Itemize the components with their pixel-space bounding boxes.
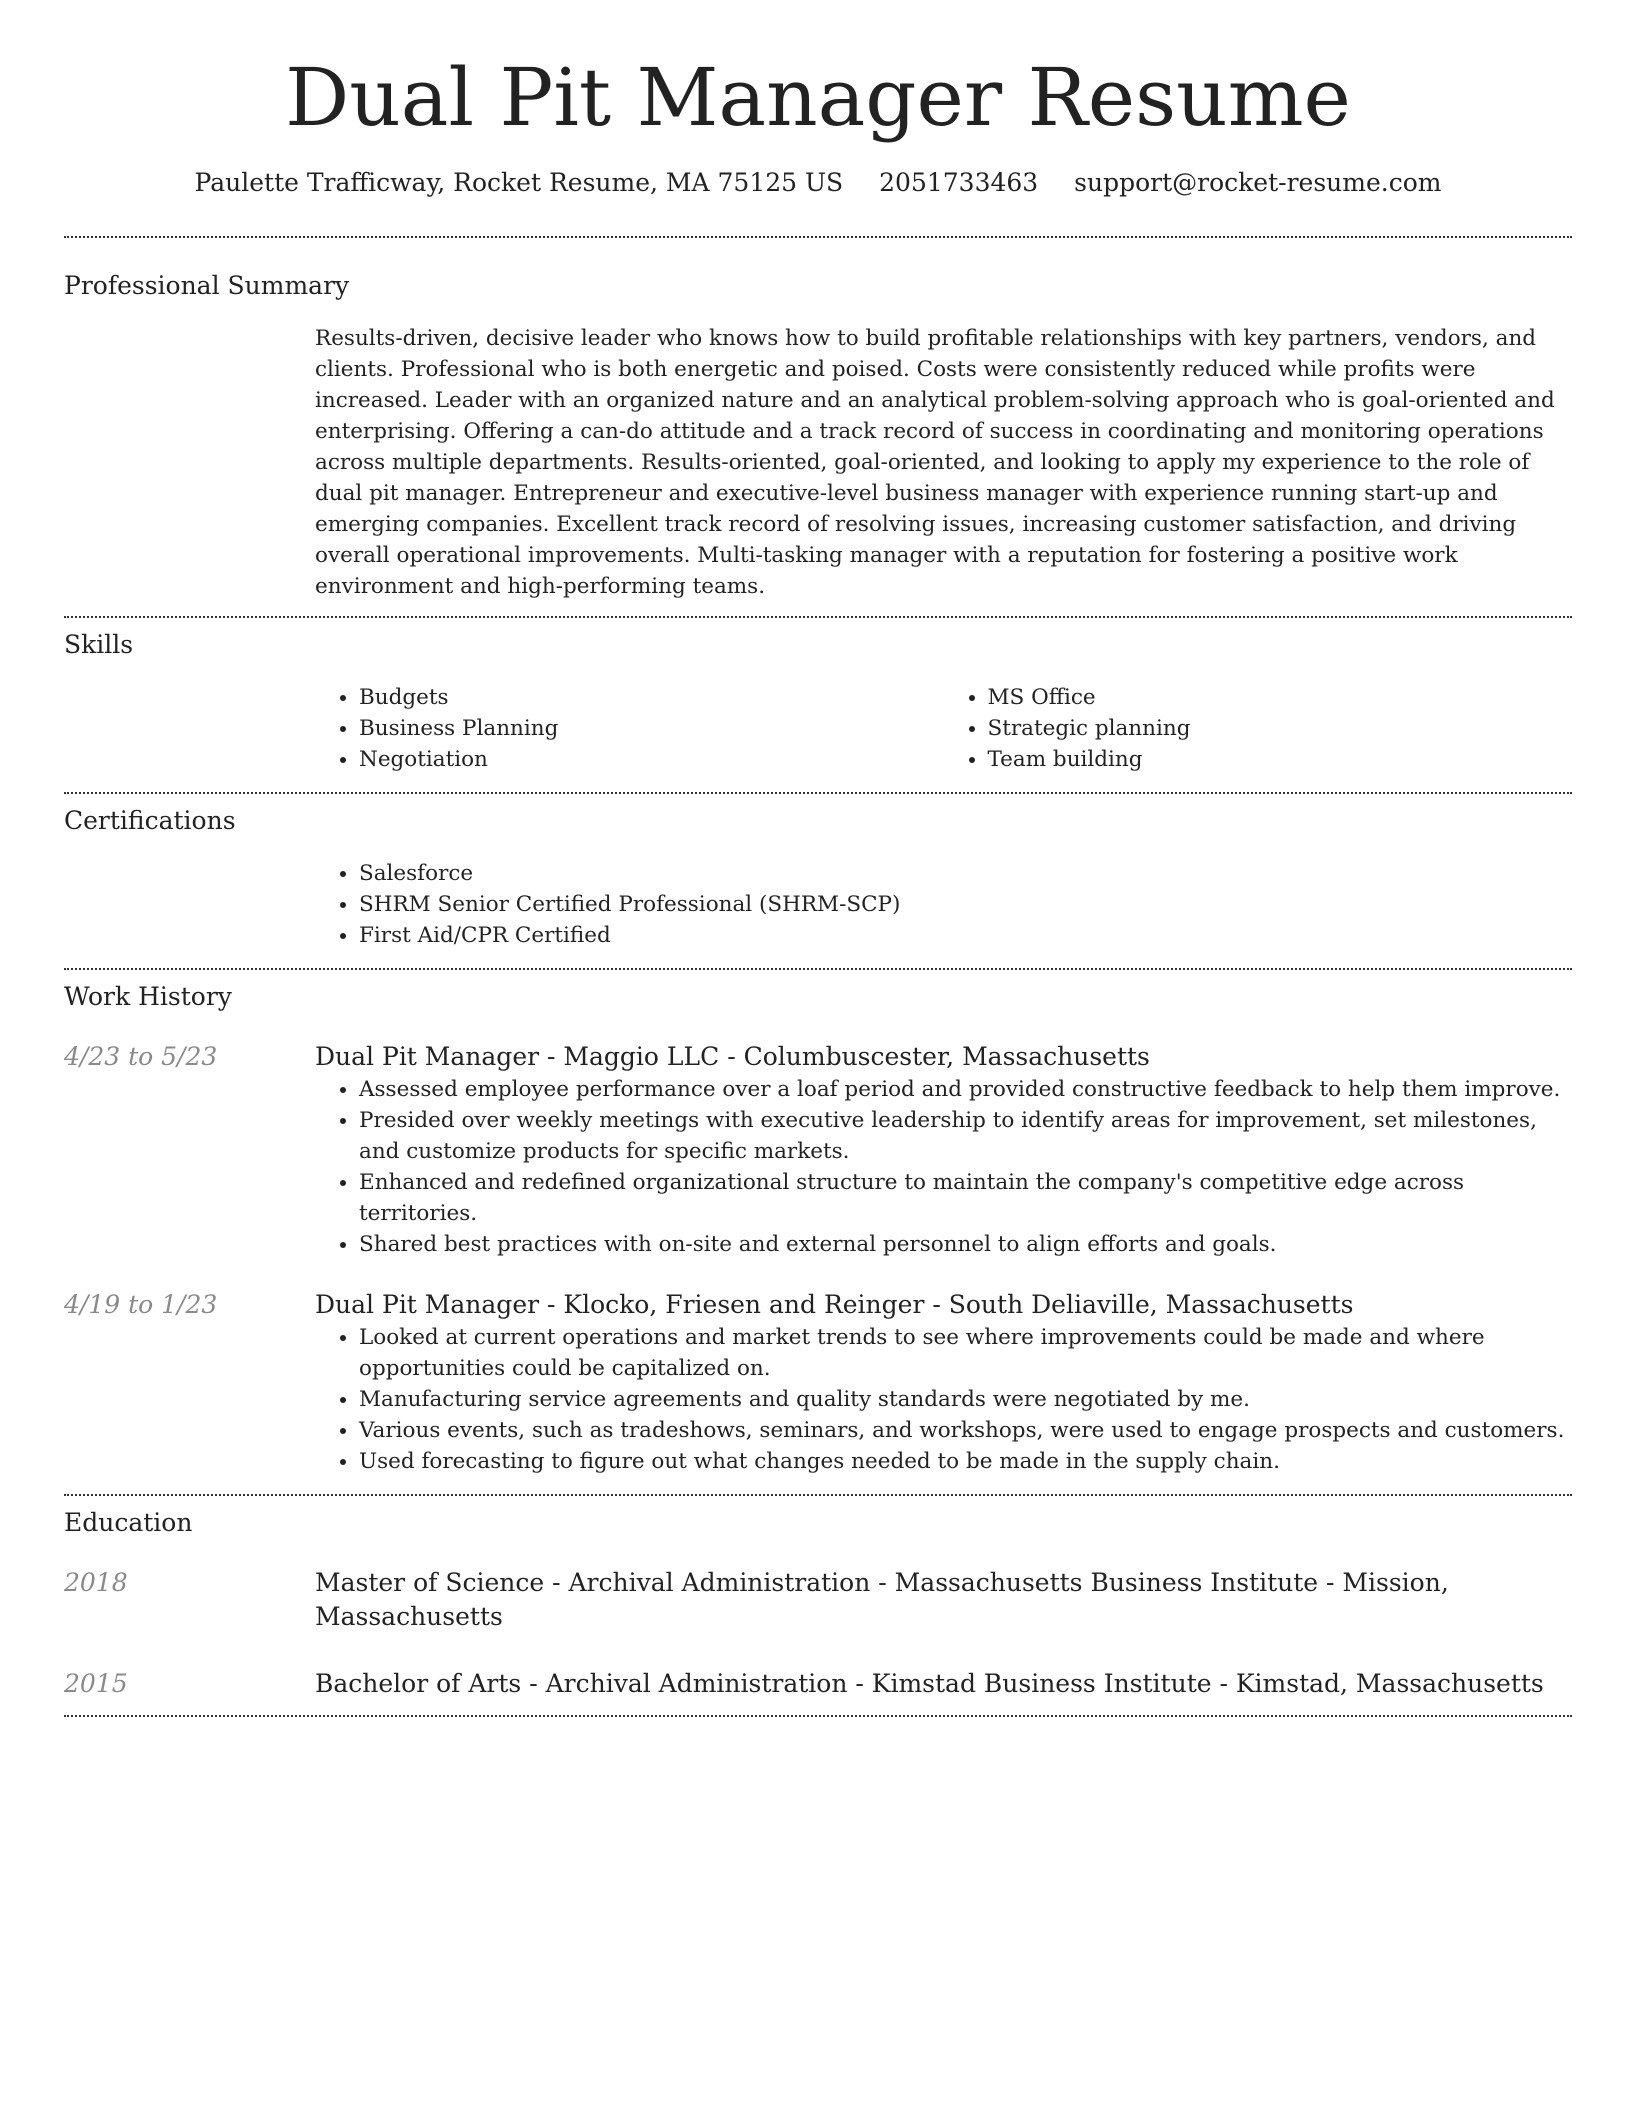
job-bullets	[315, 1074, 1572, 1260]
job-title: Dual Pit Manager	[315, 1290, 540, 1319]
summary-text: Results-driven, decisive leader who knows how to build profitable relationships with key partners, vendors, and clients. Professional who is both energetic and poised. Costs were consistently reduced while profits were increased. Leader with an organized nature and an analytical problem-solving approach who is goal-oriented and enterprising. Offering a can-do attitude and a track record of success in coordinating and monitoring operations across multiple departments. Results-oriented, goal-oriented, and looking to apply my experience to the role of dual pit manager. Entrepreneur and executive-level business manager with experience running start-up and emerging companies. Excellent track record of resolving issues, increasing customer satisfaction, and driving overall operational improvements. Multi-tasking manager with a reputation for fostering a positive work environment and high-performing teams.	[315, 326, 1555, 599]
education-degree: Bachelor of Arts - Archival Administration	[315, 1669, 848, 1698]
list-item: • Negotiation	[359, 744, 944, 775]
education-entry	[64, 1667, 1572, 1701]
job-entry	[64, 1040, 1572, 1260]
certifications-list	[315, 858, 1572, 951]
list-item: • First Aid/CPR Certified	[359, 920, 1572, 951]
list-item: • Various events, such as tradeshows, seminars, and workshops, were used to engage prospects and customers.	[359, 1415, 1572, 1446]
job-header	[315, 1288, 1572, 1322]
summary-heading: Professional Summary	[64, 271, 350, 300]
list-item: • Looked at current operations and market trends to see where improvements could be made and where opportunities could be capitalized on.	[359, 1322, 1572, 1384]
certifications-body	[315, 858, 1572, 951]
job-bullets	[315, 1322, 1572, 1477]
education-header	[315, 1667, 1572, 1701]
summary-section	[64, 238, 1572, 616]
contact-address: Paulette Trafficway, Rocket Resume, MA 75125 US	[194, 168, 844, 197]
job-header	[315, 1040, 1572, 1074]
job-title: Dual Pit Manager	[315, 1042, 540, 1071]
work-heading: Work History	[64, 982, 232, 1011]
job-dates: 4/23 to 5/23	[64, 1042, 218, 1071]
list-item: • Salesforce	[359, 858, 1572, 889]
page-title: Dual Pit Manager Resume	[285, 51, 1351, 144]
list-item: • Used forecasting to figure out what changes needed to be made in the supply chain.	[359, 1446, 1572, 1477]
list-item: • Assessed employee performance over a loaf period and provided constructive feedback to help them improve.	[359, 1074, 1572, 1105]
list-item: • Enhanced and redefined organizational structure to maintain the company's competitive edge across territories.	[359, 1167, 1572, 1229]
skills-grid	[315, 682, 1572, 775]
skills-section	[64, 618, 1572, 792]
list-item: • Presided over weekly meetings with executive leadership to identify areas for improvement, set milestones, and customize products for specific markets.	[359, 1105, 1572, 1167]
education-year: 2015	[64, 1669, 128, 1698]
resume-page	[64, 0, 1572, 1717]
education-heading: Education	[64, 1508, 193, 1537]
list-item: • SHRM Senior Certified Professional (SHRM-SCP)	[359, 889, 1572, 920]
contact-phone: 2051733463	[879, 168, 1039, 197]
job-separator: -	[539, 1042, 564, 1071]
education-year: 2018	[64, 1568, 128, 1597]
job-main	[315, 1040, 1572, 1260]
skills-list-left	[315, 682, 944, 775]
job-entry	[64, 1288, 1572, 1477]
education-entry	[64, 1566, 1572, 1634]
certifications-section	[64, 794, 1572, 968]
divider	[64, 1715, 1572, 1717]
list-item: • MS Office	[988, 682, 1573, 713]
education-section	[64, 1496, 1572, 1715]
work-section	[64, 970, 1572, 1494]
list-item: • Budgets	[359, 682, 944, 713]
certifications-heading: Certifications	[64, 806, 236, 835]
list-item: • Manufacturing service agreements and quality standards were negotiated by me.	[359, 1384, 1572, 1415]
list-item: • Strategic planning	[988, 713, 1573, 744]
contact-line	[64, 168, 1572, 198]
contact-email: support@rocket-resume.com	[1074, 168, 1442, 197]
job-dates: 4/19 to 1/23	[64, 1290, 218, 1319]
education-header	[315, 1566, 1572, 1634]
job-main	[315, 1288, 1572, 1477]
job-separator: -	[539, 1290, 564, 1319]
education-degree: Master of Science - Archival Administration	[315, 1568, 871, 1597]
list-item: • Business Planning	[359, 713, 944, 744]
skills-heading: Skills	[64, 630, 134, 659]
list-item: • Shared best practices with on-site and external personnel to align efforts and goals.	[359, 1229, 1572, 1260]
list-item: • Team building	[988, 744, 1573, 775]
education-details: - Kimstad Business Institute - Kimstad, Massachusetts	[847, 1669, 1544, 1698]
education-details: - Massachusetts Business Institute - Mission, Massachusetts	[315, 1568, 1449, 1631]
skills-list-right	[944, 682, 1573, 775]
job-details: Maggio LLC - Columbuscester, Massachusetts	[563, 1042, 1150, 1071]
job-details: Klocko, Friesen and Reinger - South Deliaville, Massachusetts	[563, 1290, 1354, 1319]
